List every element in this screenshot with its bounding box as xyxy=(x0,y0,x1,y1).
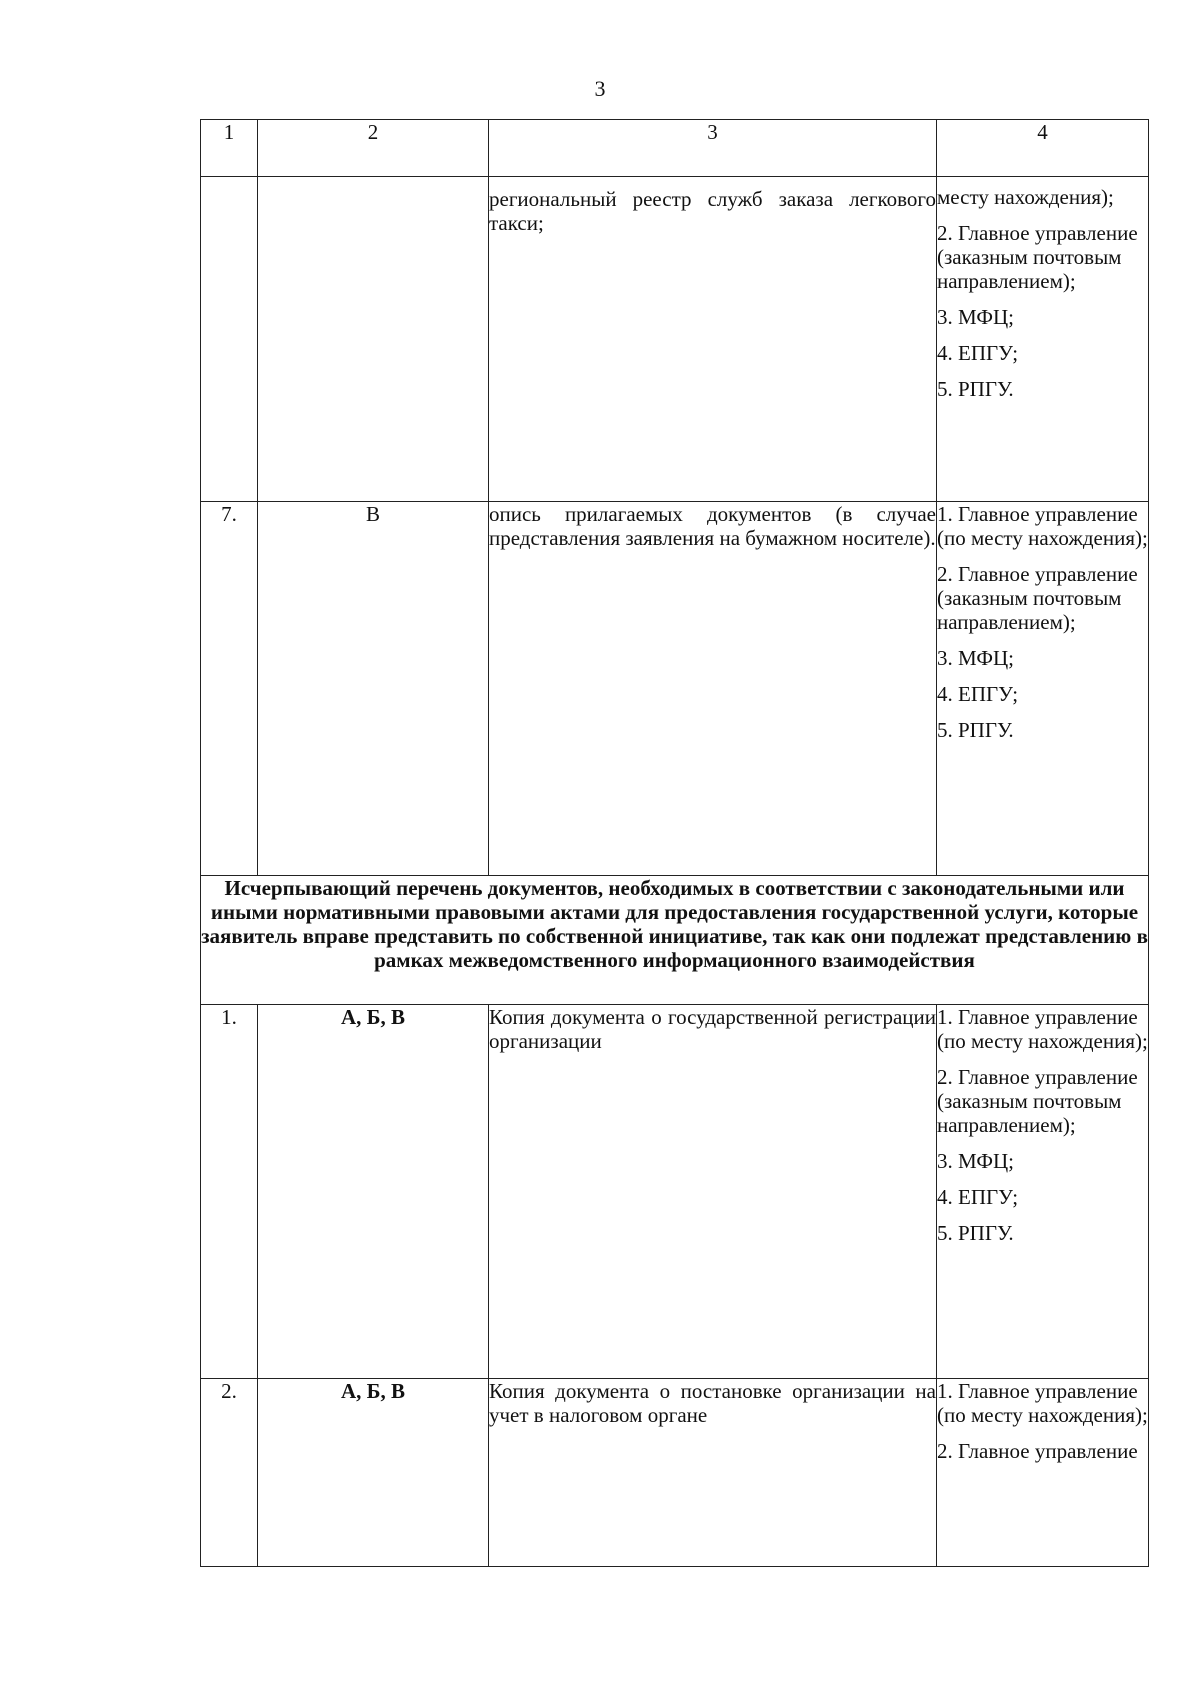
submission-way: 2. Главное управление (заказным почтовым направлением); xyxy=(937,562,1138,634)
document-name: региональный реестр служб заказа легкового такси; xyxy=(489,177,937,502)
submission-way: 2. Главное управление xyxy=(937,1439,1138,1463)
submission-ways xyxy=(937,177,1149,502)
header-cell-4: 4 xyxy=(937,120,1149,177)
applicant-category xyxy=(258,177,489,502)
submission-way: 2. Главное управление (заказным почтовым направлением); xyxy=(937,221,1138,293)
applicant-category: В xyxy=(258,502,489,876)
submission-way: 5. РПГУ. xyxy=(937,1221,1014,1245)
submission-way: 1. Главное управление (по месту нахождения); xyxy=(937,502,1148,550)
submission-way: 3. МФЦ; xyxy=(937,305,1014,329)
header-cell-3: 3 xyxy=(489,120,937,177)
document-name: Копия документа о постановке организации на учет в налоговом органе xyxy=(489,1379,937,1567)
table-row-2 xyxy=(201,1379,1149,1567)
submission-way: 2. Главное управление (заказным почтовым направлением); xyxy=(937,1065,1138,1137)
row-number: 7. xyxy=(201,502,258,876)
submission-way: 4. ЕПГУ; xyxy=(937,682,1019,706)
submission-way: 5. РПГУ. xyxy=(937,718,1014,742)
submission-way: 3. МФЦ; xyxy=(937,646,1014,670)
document-name: опись прилагаемых документов (в случае представления заявления на бумажном носителе). xyxy=(489,502,937,876)
applicant-category: А, Б, В xyxy=(258,1005,489,1379)
submission-way: 1. Главное управление (по месту нахождения); xyxy=(937,1379,1148,1427)
table-row-7 xyxy=(201,502,1149,876)
submission-way: 4. ЕПГУ; xyxy=(937,341,1019,365)
document-name: Копия документа о государственной регистрации организации xyxy=(489,1005,937,1379)
header-cell-1: 1 xyxy=(201,120,258,177)
page-number: 3 xyxy=(594,76,606,101)
table-row-continuation xyxy=(201,177,1149,502)
submission-way: 3. МФЦ; xyxy=(937,1149,1014,1173)
row-number: 2. xyxy=(201,1379,258,1567)
table-row-1 xyxy=(201,1005,1149,1379)
submission-way: 4. ЕПГУ; xyxy=(937,1185,1019,1209)
table-header-row xyxy=(201,120,1149,177)
submission-ways xyxy=(937,1379,1149,1567)
applicant-category: А, Б, В xyxy=(258,1379,489,1567)
documents-table xyxy=(200,119,1149,1567)
section-heading: Исчерпывающий перечень документов, необходимых в соответствии с законодательными или иными нормативными правовыми актами для предоставления государственной услуги, которые заявитель вправе представить по собственной инициативе, так как они подлежат представлению в рамках межведомственного информационного взаимодействия xyxy=(201,876,1149,1005)
submission-way: 1. Главное управление (по месту нахождения); xyxy=(937,1005,1148,1053)
section-heading-row xyxy=(201,876,1149,1005)
submission-way: 5. РПГУ. xyxy=(937,377,1014,401)
header-cell-2: 2 xyxy=(258,120,489,177)
submission-ways xyxy=(937,502,1149,876)
row-number xyxy=(201,177,258,502)
row-number: 1. xyxy=(201,1005,258,1379)
submission-way: месту нахождения); xyxy=(937,185,1114,209)
submission-ways xyxy=(937,1005,1149,1379)
